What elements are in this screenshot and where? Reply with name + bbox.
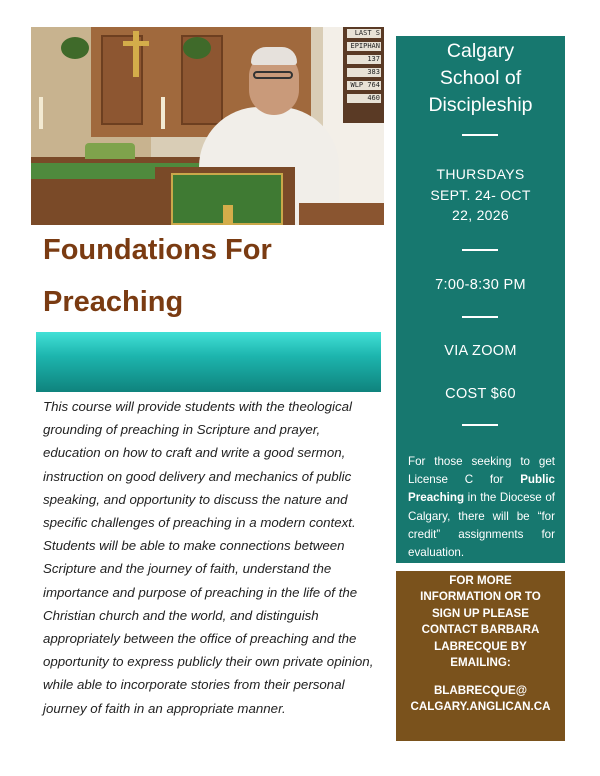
license-note [408, 453, 555, 562]
contact-email-line1[interactable]: BLABRECQUE@ [433, 684, 528, 697]
event-cost: COST $60 [445, 386, 516, 402]
contact-line: CONTACT BARBARA [421, 623, 540, 637]
hymn-board-line: 460 [347, 94, 381, 103]
contact-line: SIGN UP PLEASE [431, 606, 530, 620]
event-day: THURSDAYS [436, 166, 525, 182]
frontal-cross [223, 205, 233, 225]
bench [299, 203, 384, 225]
candle-left [39, 97, 43, 129]
school-name-line1: Calgary [446, 40, 515, 62]
contact-line: FOR MORE [449, 574, 512, 587]
course-title-line1: Foundations For [43, 234, 272, 266]
license-note-text: For those seeking to get License C for [408, 455, 555, 487]
plant-right [183, 37, 211, 59]
license-note-bold: Public Preaching [408, 473, 555, 505]
preacher-glasses [253, 71, 293, 79]
contact-panel [396, 571, 565, 741]
license-note-text-end: in the Diocese of Calgary, there will be “for credit” assignments for evaluation. [408, 491, 555, 560]
hymn-board-line: 137 [347, 55, 381, 64]
altar-lamp [85, 143, 135, 159]
school-name-line3: Discipleship [428, 94, 533, 116]
event-info-panel [396, 36, 565, 563]
divider [462, 134, 498, 136]
contact-email[interactable] [396, 683, 565, 716]
event-venue: VIA ZOOM [444, 343, 517, 359]
event-dates-line2: 22, 2026 [452, 207, 509, 223]
hymn-board-line: LAST S [347, 29, 381, 38]
divider [462, 249, 498, 251]
course-description: This course will provide students with the theological grounding of preaching in Scripture and prayer, education on how to craft and write a good sermon, instruction on good delivery and mechanics of public speaking, and opportunity to discuss the nature and specific challenges of preaching in a modern context. Students will be able to make connections between Scripture and the journey of faith, understand the importance and purpose of preaching in the life of the Christian church and the world, and distinguish appropriately between the office of preaching and the opportunity to express publicly their own private opinion, while able to incorporate stories from their personal journey of faith in an appropriate manner. [43, 399, 374, 716]
contact-line: LABRECQUE BY [434, 639, 527, 653]
event-dates-line1: SEPT. 24- OCT [430, 186, 531, 203]
contact-line: EMAILING: [450, 656, 511, 670]
candle-right [161, 97, 165, 129]
divider [462, 424, 498, 426]
contact-line: INFORMATION OR TO [420, 590, 541, 604]
altar-cross [133, 31, 139, 77]
preacher-hair [251, 47, 297, 65]
contact-email-line2[interactable]: CALGARY.ANGLICAN.CA [410, 700, 551, 714]
altar-cross-bar [123, 41, 149, 46]
hymn-board-line: 383 [347, 68, 381, 77]
school-name [396, 38, 565, 119]
hymn-board-line: EPIPHAN [347, 42, 381, 51]
course-title-line2: Preaching [43, 286, 184, 318]
divider [462, 316, 498, 318]
preacher-photo [31, 27, 384, 225]
decorative-gradient-bar [36, 332, 381, 392]
plant-left [61, 37, 89, 59]
event-dates [396, 164, 565, 226]
event-time: 7:00-8:30 PM [435, 277, 526, 293]
hymn-board-line: WLP 764 [347, 81, 381, 90]
school-name-line2: School of [439, 67, 522, 89]
contact-instructions [402, 573, 559, 671]
